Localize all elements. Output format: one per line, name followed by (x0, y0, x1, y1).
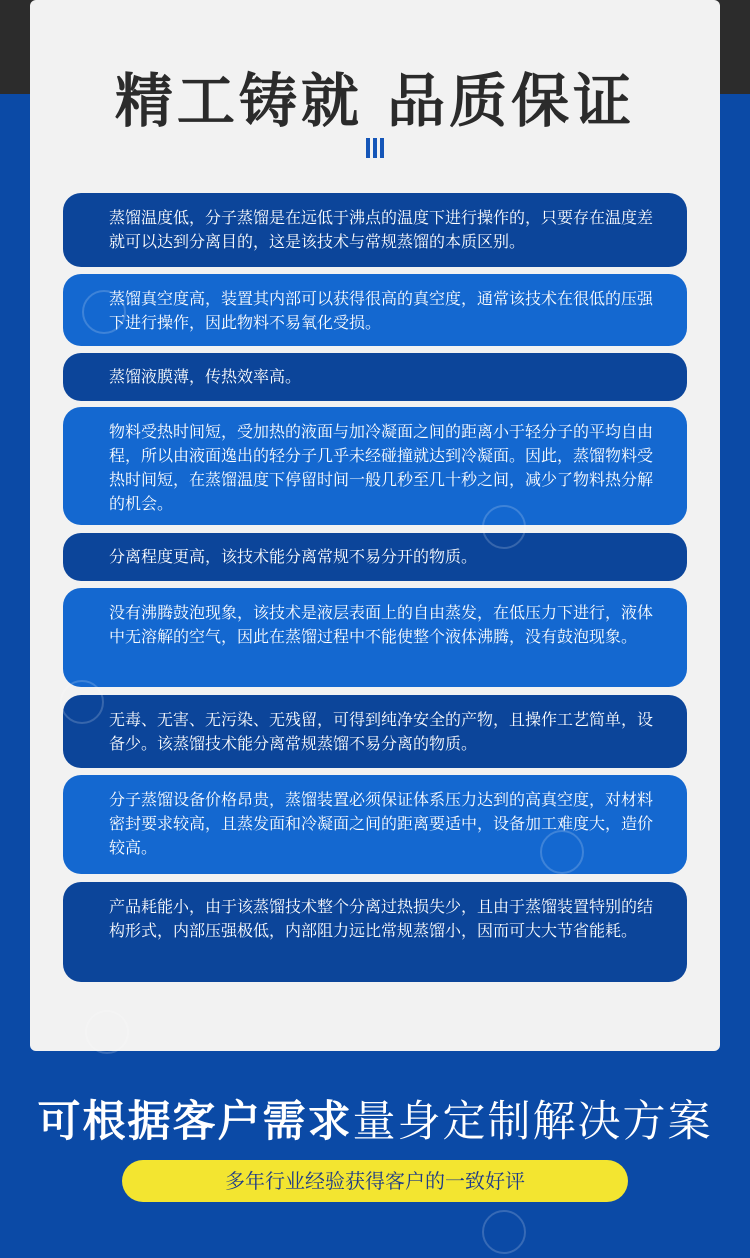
watermark-logo-icon (482, 505, 526, 549)
feature-item-2: 蒸馏真空度高，装置其内部可以获得很高的真空度，通常该技术在很低的压强下进行操作，因此物料不易氧化受损。 (63, 274, 687, 346)
review-badge: 多年行业经验获得客户的一致好评 (122, 1160, 628, 1202)
page-title: 精工铸就 品质保证 (114, 67, 636, 135)
feature-item-7: 无毒、无害、无污染、无残留，可得到纯净安全的产物，且操作工艺简单，设备少。该蒸馏技术能分离常规蒸馏不易分离的物质。 (63, 695, 687, 768)
feature-item-6: 没有沸腾鼓泡现象，该技术是液层表面上的自由蒸发，在低压力下进行，液体中无溶解的空气，因此在蒸馏过程中不能使整个液体沸腾，没有鼓泡现象。 (63, 588, 687, 687)
headline-bold-part: 可根据客户需求 (37, 1097, 353, 1147)
feature-item-9: 产品耗能小，由于该蒸馏技术整个分离过热损失少，且由于蒸馏装置特别的结构形式，内部压强极低，内部阻力远比常规蒸馏小，因而可大大节省能耗。 (63, 882, 687, 982)
watermark-logo-icon (482, 1210, 526, 1254)
title-divider-icon (366, 138, 384, 158)
headline-regular-part: 量身定制解决方案 (352, 1097, 713, 1147)
watermark-logo-icon (82, 290, 126, 334)
bottom-headline (0, 1088, 750, 1149)
feature-item-4: 物料受热时间短，受加热的液面与加冷凝面之间的距离小于轻分子的平均自由程，所以由液面逸出的轻分子几乎未经碰撞就达到冷凝面。因此，蒸馏物料受热时间短，在蒸馏温度下停留时间一般几秒至几十秒之间，减少了物料热分解的机会。 (63, 407, 687, 525)
feature-item-1: 蒸馏温度低，分子蒸馏是在远低于沸点的温度下进行操作的，只要存在温度差就可以达到分离目的，这是该技术与常规蒸馏的本质区别。 (63, 193, 687, 267)
feature-item-3: 蒸馏液膜薄，传热效率高。 (63, 353, 687, 401)
watermark-logo-icon (60, 680, 104, 724)
feature-item-5: 分离程度更高，该技术能分离常规不易分开的物质。 (63, 533, 687, 581)
watermark-logo-icon (540, 830, 584, 874)
feature-item-8: 分子蒸馏设备价格昂贵，蒸馏装置必须保证体系压力达到的高真空度，对材料密封要求较高，且蒸发面和冷凝面之间的距离要适中，设备加工难度大，造价较高。 (63, 775, 687, 874)
watermark-logo-icon (85, 1010, 129, 1054)
